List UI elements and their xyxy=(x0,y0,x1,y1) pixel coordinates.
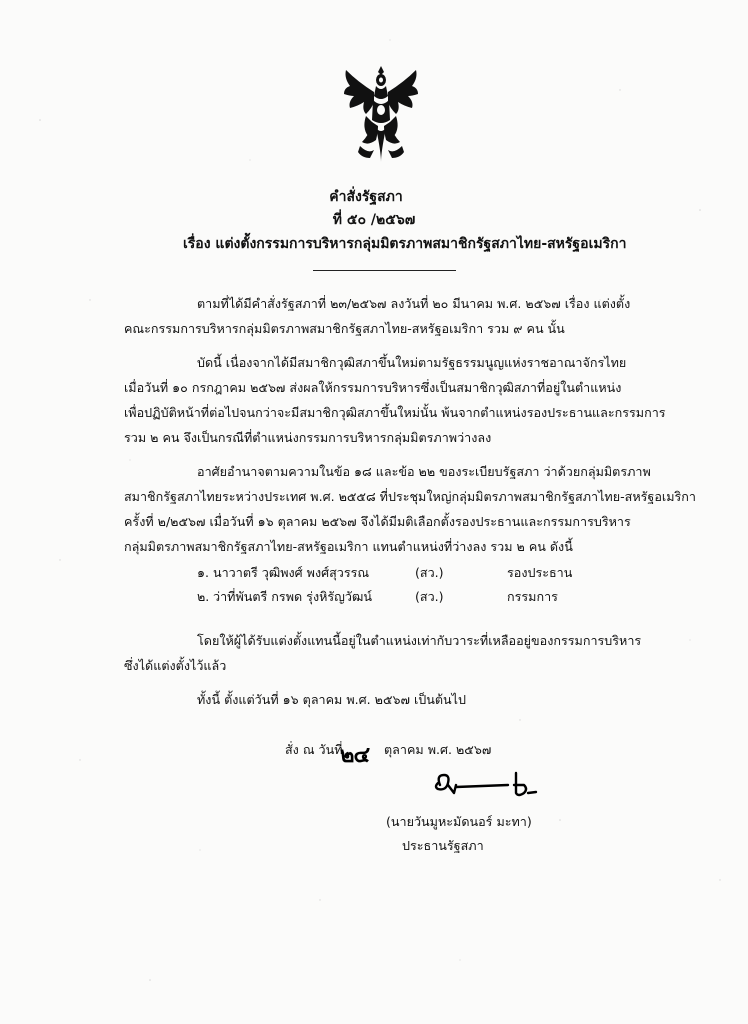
paragraph-1-line-1: ตามที่ได้มีคำสั่งรัฐสภาที่ ๒๓/๒๕๖๗ ลงวันที่ ๒๐ มีนาคม พ.ศ. ๒๕๖๗ เรื่อง แต่งตั้ง xyxy=(197,296,631,311)
paragraph-1-line-2: คณะกรรมการบริหารกลุ่มมิตรภาพสมาชิกรัฐสภาไทย-สหรัฐอเมริกา รวม ๙ คน นั้น xyxy=(124,321,565,336)
appointee-row xyxy=(197,587,617,605)
appointee-name: นาวาตรี วุฒิพงศ์ พงศ์สุวรรณ xyxy=(213,565,370,580)
appointee-name: ว่าที่พันตรี กรพด รุ่งหิรัญวัฒน์ xyxy=(213,589,372,604)
appointee-row xyxy=(197,563,617,581)
appointee-number: ๑. xyxy=(197,565,209,580)
appointee-position: กรรมการ xyxy=(507,589,558,604)
issued-month-year: ตุลาคม พ.ศ. ๒๕๖๗ xyxy=(384,742,492,757)
appointee-number: ๒. xyxy=(197,589,210,604)
paragraph-2-line-2: เมื่อวันที่ ๑๐ กรกฎาคม ๒๕๖๗ ส่งผลให้กรรมการบริหารซึ่งเป็นสมาชิกวุฒิสภาที่อยู่ในตำแหน่ง xyxy=(124,380,622,395)
paragraph-2-line-4: รวม ๒ คน จึงเป็นกรณีที่ตำแหน่งกรรมการบริหารกลุ่มมิตรภาพว่างลง xyxy=(124,430,492,445)
handwritten-signature xyxy=(432,763,562,803)
title-divider xyxy=(313,270,456,271)
handwritten-day: ๒๔ xyxy=(340,742,370,768)
paragraph-2-line-3: เพื่อปฏิบัติหน้าที่ต่อไปจนกว่าจะมีสมาชิกวุฒิสภาขึ้นใหม่นั้น พ้นจากตำแหน่งรองประธานและกรรมการ xyxy=(124,405,666,420)
appointee-affiliation: (สว.) xyxy=(415,589,444,604)
issued-prefix: สั่ง ณ วันที่ xyxy=(285,742,343,757)
paragraph-3-line-4: กลุ่มมิตรภาพสมาชิกรัฐสภาไทย-สหรัฐอเมริกา แทนตำแหน่งที่ว่างลง รวม ๒ คน ดังนี้ xyxy=(124,539,573,554)
appointee-affiliation: (สว.) xyxy=(415,565,444,580)
paragraph-2-line-1: บัดนี้ เนื่องจากได้มีสมาชิกวุฒิสภาขึ้นใหม่ตามรัฐธรรมนูญแห่งราชอาณาจักรไทย xyxy=(197,355,627,370)
paragraph-3-line-2: สมาชิกรัฐสภาไทยระหว่างประเทศ พ.ศ. ๒๕๕๘ ที่ประชุมใหญ่กลุ่มมิตรภาพสมาชิกรัฐสภาไทย-สหรัฐอเมริกา xyxy=(124,489,696,504)
order-subject: เรื่อง แต่งตั้งกรรมการบริหารกลุ่มมิตรภาพสมาชิกรัฐสภาไทย-สหรัฐอเมริกา xyxy=(183,236,627,252)
paragraph-4-line-1: โดยให้ผู้ได้รับแต่งตั้งแทนนี้อยู่ในตำแหน่งเท่ากับวาระที่เหลืออยู่ของกรรมการบริหาร xyxy=(197,633,642,648)
order-number: ที่ ๕๐ /๒๕๖๗ xyxy=(332,212,416,228)
garuda-emblem-icon xyxy=(340,62,422,166)
order-title: คำสั่งรัฐสภา xyxy=(329,189,403,205)
effective-date-line: ทั้งนี้ ตั้งแต่วันที่ ๑๖ ตุลาคม พ.ศ. ๒๕๖๗ เป็นต้นไป xyxy=(197,692,466,707)
signatory-title: ประธานรัฐสภา xyxy=(402,838,484,853)
signatory-name: (นายวันมูหะมัดนอร์ มะทา) xyxy=(386,814,532,829)
paragraph-3-line-3: ครั้งที่ ๒/๒๕๖๗ เมื่อวันที่ ๑๖ ตุลาคม ๒๕๖๗ จึงได้มีมติเลือกตั้งรองประธานและกรรมการบริหาร xyxy=(124,514,631,529)
appointee-position: รองประธาน xyxy=(507,565,573,580)
paragraph-4-line-2: ซึ่งได้แต่งตั้งไว้แล้ว xyxy=(124,658,227,673)
paragraph-3-line-1: อาศัยอำนาจตามความในข้อ ๑๘ และข้อ ๒๒ ของระเบียบรัฐสภา ว่าด้วยกลุ่มมิตรภาพ xyxy=(197,464,651,479)
